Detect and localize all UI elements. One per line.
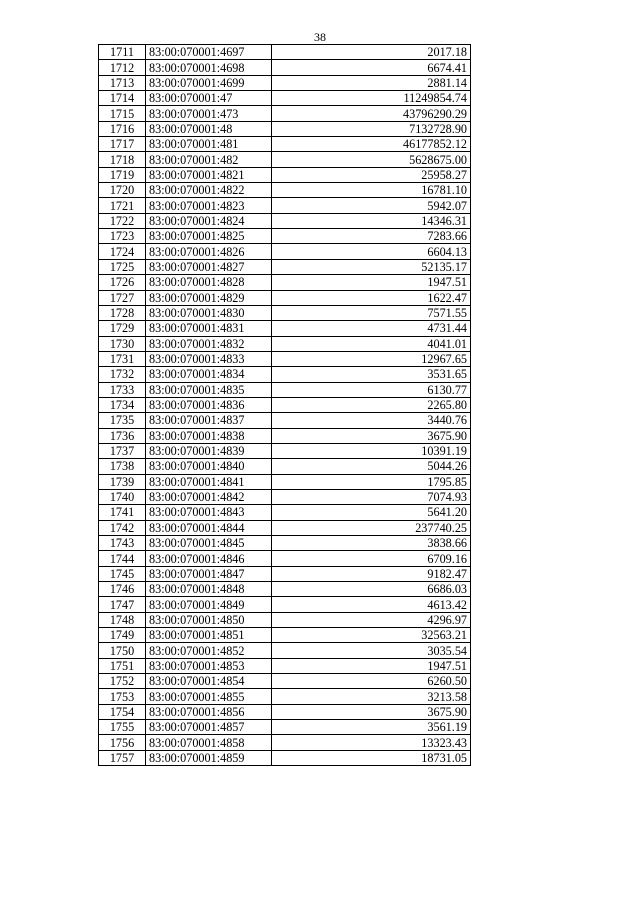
cadastral-value-cell: 6260.50	[272, 674, 471, 689]
cadastral-number-cell: 83:00:070001:4837	[146, 413, 272, 428]
cadastral-number-cell: 83:00:070001:4857	[146, 720, 272, 735]
row-number-cell: 1712	[99, 60, 146, 75]
table-row	[99, 137, 471, 152]
table-row	[99, 489, 471, 504]
row-number-cell: 1753	[99, 689, 146, 704]
cadastral-value-cell: 10391.19	[272, 443, 471, 458]
cadastral-value-cell: 5641.20	[272, 505, 471, 520]
table-row	[99, 91, 471, 106]
cadastral-value-cell: 4613.42	[272, 597, 471, 612]
cadastral-number-cell: 83:00:070001:4842	[146, 489, 272, 504]
cadastral-value-cell: 52135.17	[272, 259, 471, 274]
row-number-cell: 1756	[99, 735, 146, 750]
table-row	[99, 367, 471, 382]
cadastral-number-cell: 83:00:070001:4822	[146, 183, 272, 198]
cadastral-number-cell: 83:00:070001:4843	[146, 505, 272, 520]
row-number-cell: 1736	[99, 428, 146, 443]
table-row	[99, 551, 471, 566]
table-row	[99, 413, 471, 428]
table-row	[99, 704, 471, 719]
row-number-cell: 1714	[99, 91, 146, 106]
table-row	[99, 167, 471, 182]
table-row	[99, 321, 471, 336]
cadastral-value-cell: 43796290.29	[272, 106, 471, 121]
cadastral-value-cell: 32563.21	[272, 628, 471, 643]
row-number-cell: 1735	[99, 413, 146, 428]
cadastral-value-cell: 13323.43	[272, 735, 471, 750]
row-number-cell: 1732	[99, 367, 146, 382]
row-number-cell: 1744	[99, 551, 146, 566]
cadastral-value-cell: 3440.76	[272, 413, 471, 428]
row-number-cell: 1748	[99, 612, 146, 627]
table-row	[99, 259, 471, 274]
row-number-cell: 1727	[99, 290, 146, 305]
cadastral-value-cell: 3675.90	[272, 704, 471, 719]
cadastral-value-cell: 6130.77	[272, 382, 471, 397]
cadastral-value-cell: 2265.80	[272, 397, 471, 412]
cadastral-number-cell: 83:00:070001:4839	[146, 443, 272, 458]
cadastral-number-cell: 83:00:070001:4856	[146, 704, 272, 719]
cadastral-value-cell: 9182.47	[272, 566, 471, 581]
cadastral-number-cell: 83:00:070001:473	[146, 106, 272, 121]
row-number-cell: 1718	[99, 152, 146, 167]
table-row	[99, 121, 471, 136]
table-row	[99, 183, 471, 198]
cadastral-value-cell: 16781.10	[272, 183, 471, 198]
table-row	[99, 566, 471, 581]
cadastral-number-cell: 83:00:070001:4838	[146, 428, 272, 443]
table-row	[99, 474, 471, 489]
table-row	[99, 213, 471, 228]
table-row	[99, 290, 471, 305]
cadastral-value-cell: 7132728.90	[272, 121, 471, 136]
table-row	[99, 275, 471, 290]
table-body	[99, 45, 471, 766]
table-row	[99, 229, 471, 244]
row-number-cell: 1739	[99, 474, 146, 489]
cadastral-value-cell: 18731.05	[272, 750, 471, 765]
cadastral-number-cell: 83:00:070001:4825	[146, 229, 272, 244]
cadastral-value-cell: 2881.14	[272, 75, 471, 90]
row-number-cell: 1751	[99, 658, 146, 673]
cadastral-number-cell: 83:00:070001:4847	[146, 566, 272, 581]
cadastral-value-cell: 4041.01	[272, 336, 471, 351]
table-row	[99, 244, 471, 259]
row-number-cell: 1747	[99, 597, 146, 612]
row-number-cell: 1757	[99, 750, 146, 765]
row-number-cell: 1728	[99, 305, 146, 320]
cadastral-value-cell: 14346.31	[272, 213, 471, 228]
cadastral-value-cell: 4296.97	[272, 612, 471, 627]
cadastral-number-cell: 83:00:070001:4699	[146, 75, 272, 90]
table-row	[99, 336, 471, 351]
cadastral-number-cell: 83:00:070001:4858	[146, 735, 272, 750]
cadastral-number-cell: 83:00:070001:4829	[146, 290, 272, 305]
table-row	[99, 643, 471, 658]
cadastral-value-cell: 46177852.12	[272, 137, 471, 152]
table-row	[99, 198, 471, 213]
table-row	[99, 720, 471, 735]
cadastral-value-cell: 5628675.00	[272, 152, 471, 167]
cadastral-value-cell: 7074.93	[272, 489, 471, 504]
row-number-cell: 1731	[99, 351, 146, 366]
row-number-cell: 1723	[99, 229, 146, 244]
cadastral-value-table	[98, 44, 471, 766]
table-row	[99, 505, 471, 520]
cadastral-value-cell: 6604.13	[272, 244, 471, 259]
cadastral-value-cell: 6674.41	[272, 60, 471, 75]
row-number-cell: 1741	[99, 505, 146, 520]
cadastral-value-cell: 3561.19	[272, 720, 471, 735]
cadastral-number-cell: 83:00:070001:4855	[146, 689, 272, 704]
cadastral-number-cell: 83:00:070001:4698	[146, 60, 272, 75]
cadastral-number-cell: 83:00:070001:4826	[146, 244, 272, 259]
cadastral-number-cell: 83:00:070001:4828	[146, 275, 272, 290]
table-row	[99, 536, 471, 551]
cadastral-number-cell: 83:00:070001:4841	[146, 474, 272, 489]
row-number-cell: 1754	[99, 704, 146, 719]
row-number-cell: 1752	[99, 674, 146, 689]
cadastral-number-cell: 83:00:070001:4827	[146, 259, 272, 274]
cadastral-number-cell: 83:00:070001:482	[146, 152, 272, 167]
table-row	[99, 106, 471, 121]
row-number-cell: 1749	[99, 628, 146, 643]
cadastral-number-cell: 83:00:070001:4836	[146, 397, 272, 412]
cadastral-value-cell: 6709.16	[272, 551, 471, 566]
row-number-cell: 1730	[99, 336, 146, 351]
cadastral-value-cell: 1947.51	[272, 275, 471, 290]
table-row	[99, 428, 471, 443]
cadastral-number-cell: 83:00:070001:4835	[146, 382, 272, 397]
cadastral-number-cell: 83:00:070001:4844	[146, 520, 272, 535]
table-row	[99, 612, 471, 627]
table-row	[99, 75, 471, 90]
cadastral-number-cell: 83:00:070001:4853	[146, 658, 272, 673]
cadastral-value-cell: 6686.03	[272, 582, 471, 597]
cadastral-number-cell: 83:00:070001:48	[146, 121, 272, 136]
cadastral-value-cell: 3035.54	[272, 643, 471, 658]
cadastral-number-cell: 83:00:070001:4845	[146, 536, 272, 551]
cadastral-number-cell: 83:00:070001:4823	[146, 198, 272, 213]
cadastral-value-cell: 237740.25	[272, 520, 471, 535]
cadastral-number-cell: 83:00:070001:47	[146, 91, 272, 106]
row-number-cell: 1733	[99, 382, 146, 397]
cadastral-value-cell: 25958.27	[272, 167, 471, 182]
cadastral-number-cell: 83:00:070001:4859	[146, 750, 272, 765]
cadastral-number-cell: 83:00:070001:4821	[146, 167, 272, 182]
cadastral-number-cell: 83:00:070001:4833	[146, 351, 272, 366]
cadastral-number-cell: 83:00:070001:4850	[146, 612, 272, 627]
table-row	[99, 152, 471, 167]
table-row	[99, 628, 471, 643]
cadastral-number-cell: 83:00:070001:4832	[146, 336, 272, 351]
cadastral-number-cell: 83:00:070001:4834	[146, 367, 272, 382]
row-number-cell: 1743	[99, 536, 146, 551]
cadastral-value-cell: 3531.65	[272, 367, 471, 382]
cadastral-number-cell: 83:00:070001:4830	[146, 305, 272, 320]
page-number: 38	[314, 30, 326, 44]
row-number-cell: 1721	[99, 198, 146, 213]
row-number-cell: 1713	[99, 75, 146, 90]
cadastral-number-cell: 83:00:070001:4848	[146, 582, 272, 597]
cadastral-value-cell: 4731.44	[272, 321, 471, 336]
cadastral-value-cell: 7283.66	[272, 229, 471, 244]
row-number-cell: 1715	[99, 106, 146, 121]
cadastral-number-cell: 83:00:070001:4824	[146, 213, 272, 228]
cadastral-number-cell: 83:00:070001:4849	[146, 597, 272, 612]
table-row	[99, 351, 471, 366]
cadastral-value-cell: 5942.07	[272, 198, 471, 213]
cadastral-value-cell: 1947.51	[272, 658, 471, 673]
table-row	[99, 520, 471, 535]
cadastral-value-cell: 1622.47	[272, 290, 471, 305]
row-number-cell: 1746	[99, 582, 146, 597]
row-number-cell: 1711	[99, 45, 146, 60]
table-row	[99, 674, 471, 689]
row-number-cell: 1745	[99, 566, 146, 581]
cadastral-value-cell: 7571.55	[272, 305, 471, 320]
table-row	[99, 60, 471, 75]
table-row	[99, 382, 471, 397]
row-number-cell: 1740	[99, 489, 146, 504]
row-number-cell: 1716	[99, 121, 146, 136]
row-number-cell: 1737	[99, 443, 146, 458]
row-number-cell: 1720	[99, 183, 146, 198]
table-row	[99, 305, 471, 320]
cadastral-number-cell: 83:00:070001:4852	[146, 643, 272, 658]
table-row	[99, 582, 471, 597]
table-row	[99, 735, 471, 750]
cadastral-number-cell: 83:00:070001:481	[146, 137, 272, 152]
cadastral-value-cell: 12967.65	[272, 351, 471, 366]
row-number-cell: 1734	[99, 397, 146, 412]
cadastral-value-cell: 1795.85	[272, 474, 471, 489]
table-row	[99, 689, 471, 704]
row-number-cell: 1742	[99, 520, 146, 535]
cadastral-value-cell: 5044.26	[272, 459, 471, 474]
row-number-cell: 1755	[99, 720, 146, 735]
row-number-cell: 1750	[99, 643, 146, 658]
row-number-cell: 1729	[99, 321, 146, 336]
row-number-cell: 1717	[99, 137, 146, 152]
cadastral-value-cell: 2017.18	[272, 45, 471, 60]
table-row	[99, 597, 471, 612]
row-number-cell: 1719	[99, 167, 146, 182]
cadastral-number-cell: 83:00:070001:4851	[146, 628, 272, 643]
cadastral-number-cell: 83:00:070001:4840	[146, 459, 272, 474]
table-row	[99, 459, 471, 474]
cadastral-number-cell: 83:00:070001:4831	[146, 321, 272, 336]
table-row	[99, 750, 471, 765]
cadastral-number-cell: 83:00:070001:4854	[146, 674, 272, 689]
row-number-cell: 1726	[99, 275, 146, 290]
cadastral-value-cell: 3213.58	[272, 689, 471, 704]
cadastral-number-cell: 83:00:070001:4697	[146, 45, 272, 60]
cadastral-value-cell: 11249854.74	[272, 91, 471, 106]
cadastral-value-cell: 3838.66	[272, 536, 471, 551]
table-row	[99, 443, 471, 458]
row-number-cell: 1724	[99, 244, 146, 259]
row-number-cell: 1725	[99, 259, 146, 274]
table-row	[99, 658, 471, 673]
row-number-cell: 1722	[99, 213, 146, 228]
row-number-cell: 1738	[99, 459, 146, 474]
cadastral-value-cell: 3675.90	[272, 428, 471, 443]
table-row	[99, 397, 471, 412]
table-row	[99, 45, 471, 60]
cadastral-number-cell: 83:00:070001:4846	[146, 551, 272, 566]
